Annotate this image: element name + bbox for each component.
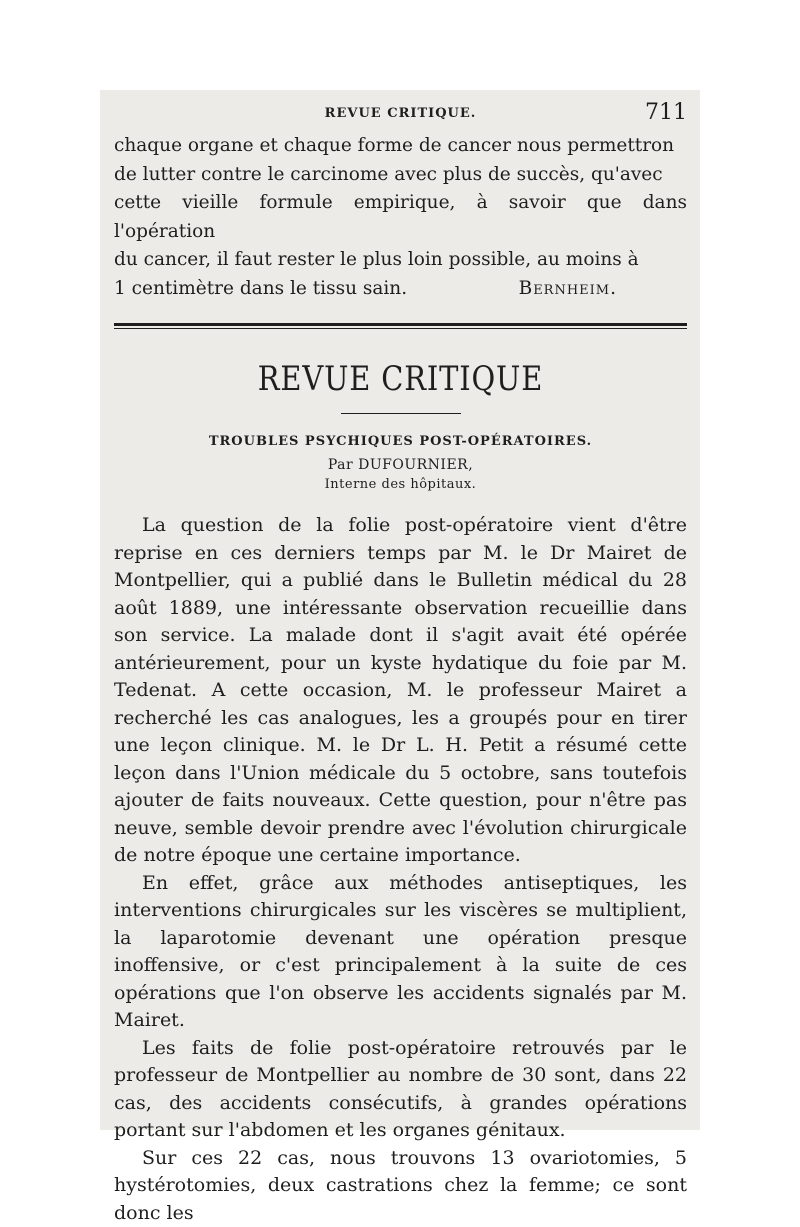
body-paragraph: En effet, grâce aux méthodes antiseptiques, les interventions chirurgicales sur les viscères se multiplient, la laparotomie devenant une opération presque inoffensive, or c'est principalement à la suite de ces opérations que l'on observe les accidents signalés par M. Mairet. [114,870,687,1035]
author-signature: Bernheim. [519,275,687,304]
intro-line: chaque organe et chaque forme de cancer nous permettron [114,132,687,161]
body-paragraph: Sur ces 22 cas, nous trouvons 13 ovariotomies, 5 hystérotomies, deux castrations chez la femme; ce sont donc les [114,1145,687,1227]
intro-line: du cancer, il faut rester le plus loin possible, au moins à [114,246,687,275]
intro-line: de lutter contre le carcinome avec plus de succès, qu'avec [114,161,687,190]
page-scan [100,90,700,1130]
article-byline: Par DUFOURNIER, [114,457,687,473]
intro-line: cette vieille formule empirique, à savoir que dans l'opération [114,189,687,246]
body-paragraph: Les faits de folie post-opératoire retrouvés par le professeur de Montpellier au nombre de 30 sont, dans 22 cas, des accidents consécutifs, à grandes opérations portant sur l'abdomen et les organes génitaux. [114,1035,687,1145]
section-divider [114,323,687,329]
article-title: TROUBLES PSYCHIQUES POST-OPÉRATOIRES. [114,434,687,449]
page-content [114,90,687,1227]
running-head-title: REVUE CRITIQUE. [114,106,687,121]
body-paragraph: La question de la folie post-opératoire vient d'être reprise en ces derniers temps par M. le Dr Mairet de Montpellier, qui a publié dans le Bulletin médical du 28 août 1889, une intéressante observation recueillie dans son service. La malade dont il s'agit avait été opérée antérieurement, pour un kyste hydatique du foie par M. Tedenat. A cette occasion, M. le professeur Mairet a recherché les cas analogues, les a groupés pour en tirer une leçon clinique. M. le Dr L. H. Petit a résumé cette leçon dans l'Union médicale du 5 octobre, sans toutefois ajouter de faits nouveaux. Cette question, pour n'être pas neuve, semble devoir prendre avec l'évolution chirurgicale de notre époque une certaine importance. [114,512,687,870]
running-head [114,100,687,132]
author-affiliation: Interne des hôpitaux. [114,477,687,492]
intro-continuation [114,132,687,303]
section-title: REVUE CRITIQUE [157,359,644,399]
divider-thin-rule [114,328,687,329]
title-underline-rule [341,413,461,414]
article-body [114,512,687,1227]
intro-closing-line [114,275,687,304]
divider-thick-rule [114,323,687,326]
intro-last-line: 1 centimètre dans le tissu sain. [114,275,407,304]
page-number: 711 [645,100,687,125]
